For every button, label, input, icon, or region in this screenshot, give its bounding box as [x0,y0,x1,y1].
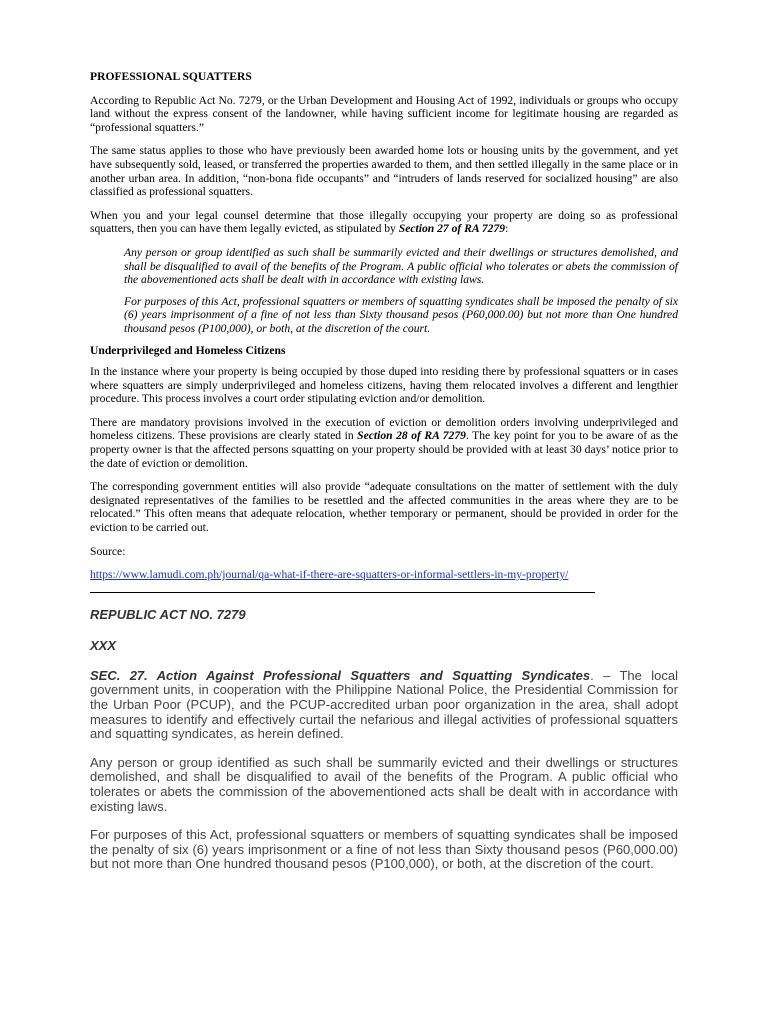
quote-summary-eviction: Any person or group identified as such shall be summarily evicted and their dwellings or structures demolished, and shall be disqualified to avail of the benefits of the Program. A public official who tolerates or abets the commission of the abovementioned acts shall be dealt with in accordance with existing laws. [124,245,678,287]
paragraph-mandatory-provisions [90,416,678,470]
paragraph-definition: According to Republic Act No. 7279, or the Urban Development and Housing Act of 1992, individuals or groups who occupy land without the express consent of the landowner, while having sufficient income for legitimate housing are regarded as “professional squatters.” [90,93,678,134]
omission-marker: XXX [90,637,117,653]
article-title: PROFESSIONAL SQUATTERS [90,70,252,83]
quote-penalty: For purposes of this Act, professional squatters or members of squatting syndicates shall be imposed the penalty of six (6) years imprisonment of a fine of not less than Sixty thousand pesos (P60,000.00) but not more than One hundred thousand pesos (P100,000), or both, at the discretion of the court. [124,294,678,335]
republic-act-title: REPUBLIC ACT NO. 7279 [90,606,246,622]
article-section [90,70,678,593]
paragraph-consultations: The corresponding government entities will also provide “adequate consultations on the matter of settlement with the duly designated representatives of the families to be resettled and the affected communities in the areas where they are to be relocated.” This often means that adequate relocation, whether temporary or permanent, should be provided in order for the eviction to be carried out. [90,480,678,535]
source-link[interactable]: https://www.lamudi.com.ph/journal/qa-what-if-there-are-squatters-or-informal-settlers-in-my-property/ [90,568,569,582]
paragraph-mandatory-text: There are mandatory provisions involved in the execution of eviction or demolition orders involving underprivileged and homeless citizens. These provisions are clearly stated in [90,415,678,443]
law-paragraph-eviction: Any person or group identified as such shall be summarily evicted and their dwellings or structures demolished, and shall be disqualified to avail of the benefits of the Program. A public official who tolerates or abets the commission of the abovementioned acts shall be dealt with in accordance with existing laws. [90,754,678,814]
section-27-reference: Section 27 of RA 7279 [398,222,506,236]
divider-line [90,588,595,593]
law-paragraph-penalty: For purposes of this Act, professional squatters or members of squatting syndicates shall be imposed the penalty of six (6) years imprisonment or a fine of not less than Sixty thousand pesos (P60,000.00) but not more than One hundred thousand pesos (P100,000), or both, at the discretion of the court. [90,827,678,872]
paragraph-eviction [90,209,678,236]
section-28-reference: Section 28 of RA 7279 [357,429,466,443]
source-label: Source: [90,544,126,558]
paragraph-eviction-text: When you and your legal counsel determine that those illegally occupying your property are doing so as professional squatters, then you can have them legally evicted, as stipulated by [90,208,678,236]
law-section [90,607,678,872]
paragraph-same-status: The same status applies to those who have previously been awarded home lots or housing units by the government, and yet have subsequently sold, leased, or transferred the properties awarded to them, and then settled illegally in the same place or in another urban area. In addition, “non-bona fide occupants” and “intruders of lands reserved for socialized housing” are also classified as professional squatters. [90,144,678,199]
section-27-title: SEC. 27. Action Against Professional Squatters and Squatting Syndicates [90,667,591,683]
paragraph-mandatory-end: . The key point for you to be aware of as the property owner is that the affected persons squatting on your property should be provided with at least 30 days’ notice prior to the date of eviction or demolition. [90,429,678,470]
document-page [90,70,678,886]
section-27-paragraph [90,669,678,742]
subheading-underprivileged: Underprivileged and Homeless Citizens [90,343,286,357]
paragraph-relocation: In the instance where your property is being occupied by those duped into residing there by professional squatters or in cases where squatters are simply underprivileged and homeless citizens, having them relocated involves a different and lengthier procedure. This process involves a court order stipulating eviction and/or demolition. [90,365,678,406]
paragraph-eviction-end: : [505,222,509,236]
section-27-body: . – The local government units, in cooperation with the Philippine National Police, the Presidential Commission for the Urban Poor (PCUP), and the PCUP-accredited urban poor organization in the area, shall adopt measures to identify and effectively curtail the nefarious and illegal activities of professional squatters and squatting syndicates, as herein defined. [90,667,678,742]
